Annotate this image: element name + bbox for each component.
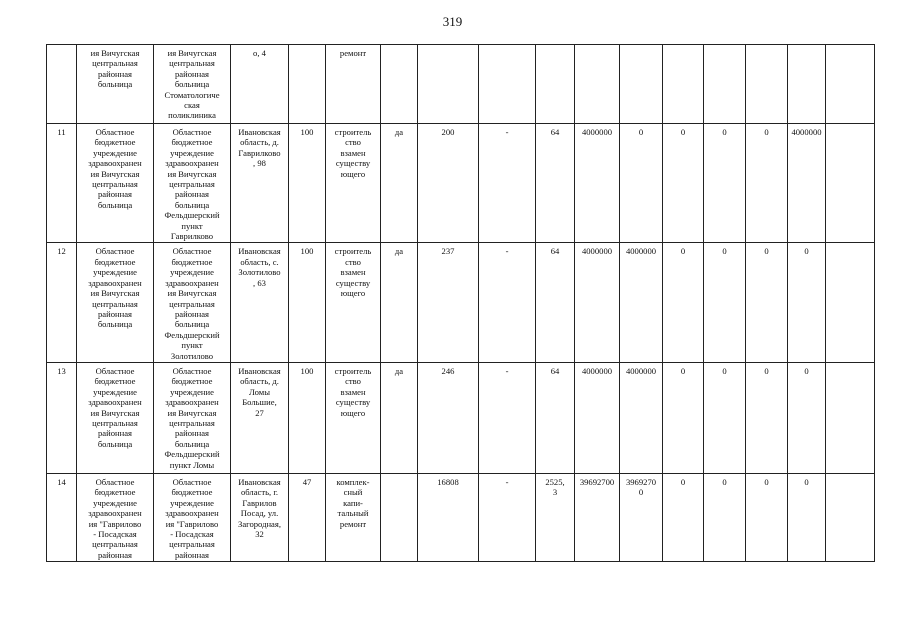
value-cell: 4000000 <box>575 243 620 362</box>
flag-cell <box>381 473 418 561</box>
percent-cell <box>289 45 326 124</box>
value-cell: 0 <box>704 124 746 243</box>
table-row <box>47 362 875 473</box>
page-number: 319 <box>442 14 463 29</box>
address-cell: Ивановская область, д. Гаврилково , 98 <box>231 124 289 243</box>
value-cell: 4000000 <box>788 124 826 243</box>
area-cell: 16808 <box>418 473 479 561</box>
row-number: 11 <box>47 124 77 243</box>
flag-cell: да <box>381 243 418 362</box>
value-cell <box>575 45 620 124</box>
address-cell: Ивановская область, д. Ломы Большие, 27 <box>231 362 289 473</box>
dash-cell: - <box>479 473 536 561</box>
data-table <box>46 44 875 562</box>
facility-cell: ия Вичугская центральная районная больница Стоматологиче ская поликлиника <box>154 45 231 124</box>
value-cell: 64 <box>536 362 575 473</box>
dash-cell: - <box>479 362 536 473</box>
value-cell: 64 <box>536 243 575 362</box>
value-cell: 0 <box>663 124 704 243</box>
row-number: 12 <box>47 243 77 362</box>
flag-cell: да <box>381 124 418 243</box>
value-cell <box>704 45 746 124</box>
value-cell: 0 <box>788 473 826 561</box>
value-cell: 2525, 3 <box>536 473 575 561</box>
value-cell <box>826 45 875 124</box>
value-cell: 0 <box>663 473 704 561</box>
flag-cell: да <box>381 362 418 473</box>
institution-cell: ия Вичугская центральная районная больница <box>77 45 154 124</box>
table-row <box>47 243 875 362</box>
facility-cell: Областное бюджетное учреждение здравоохранен ия Вичугская центральная районная больница Фельдшерский пункт Золотилово <box>154 243 231 362</box>
row-number: 13 <box>47 362 77 473</box>
work-type-cell: ремонт <box>326 45 381 124</box>
value-cell: 64 <box>536 124 575 243</box>
dash-cell: - <box>479 124 536 243</box>
value-cell: 0 <box>788 243 826 362</box>
institution-cell: Областное бюджетное учреждение здравоохранен ия "Гаврилово - Посадская центральная районная <box>77 473 154 561</box>
area-cell: 237 <box>418 243 479 362</box>
value-cell: 0 <box>746 243 788 362</box>
value-cell: 0 <box>663 243 704 362</box>
value-cell: 0 <box>704 473 746 561</box>
value-cell <box>663 45 704 124</box>
facility-cell: Областное бюджетное учреждение здравоохранен ия Вичугская центральная районная больница Фельдшерский пункт Гаврилково <box>154 124 231 243</box>
value-cell: 4000000 <box>620 362 663 473</box>
value-cell: 39692700 <box>575 473 620 561</box>
value-cell: 0 <box>704 362 746 473</box>
value-cell: 0 <box>746 124 788 243</box>
table-row <box>47 45 875 124</box>
flag-cell <box>381 45 418 124</box>
percent-cell: 47 <box>289 473 326 561</box>
table-row <box>47 473 875 561</box>
value-cell <box>826 473 875 561</box>
area-cell <box>418 45 479 124</box>
work-type-cell: строитель ство взамен существу ющего <box>326 362 381 473</box>
value-cell: 0 <box>788 362 826 473</box>
value-cell <box>788 45 826 124</box>
percent-cell: 100 <box>289 124 326 243</box>
value-cell: 4000000 <box>620 243 663 362</box>
row-number <box>47 45 77 124</box>
value-cell <box>620 45 663 124</box>
address-cell: Ивановская область, г. Гаврилов Посад, ул. Загородная, 32 <box>231 473 289 561</box>
value-cell: 0 <box>620 124 663 243</box>
value-cell: 0 <box>746 473 788 561</box>
area-cell: 200 <box>418 124 479 243</box>
value-cell <box>826 124 875 243</box>
value-cell <box>536 45 575 124</box>
value-cell <box>826 362 875 473</box>
dash-cell <box>479 45 536 124</box>
work-type-cell: комплек- сный капи- тальный ремонт <box>326 473 381 561</box>
value-cell <box>826 243 875 362</box>
dash-cell: - <box>479 243 536 362</box>
work-type-cell: строитель ство взамен существу ющего <box>326 243 381 362</box>
percent-cell: 100 <box>289 243 326 362</box>
address-cell: о, 4 <box>231 45 289 124</box>
facility-cell: Областное бюджетное учреждение здравоохранен ия Вичугская центральная районная больница Фельдшерский пункт Ломы <box>154 362 231 473</box>
value-cell: 3969270 0 <box>620 473 663 561</box>
value-cell: 0 <box>663 362 704 473</box>
facility-cell: Областное бюджетное учреждение здравоохранен ия "Гаврилово - Посадская центральная районная <box>154 473 231 561</box>
value-cell: 0 <box>746 362 788 473</box>
value-cell <box>746 45 788 124</box>
table-row <box>47 124 875 243</box>
row-number: 14 <box>47 473 77 561</box>
institution-cell: Областное бюджетное учреждение здравоохранен ия Вичугская центральная районная больница <box>77 362 154 473</box>
value-cell: 4000000 <box>575 124 620 243</box>
percent-cell: 100 <box>289 362 326 473</box>
address-cell: Ивановская область, с. Золотилово , 63 <box>231 243 289 362</box>
institution-cell: Областное бюджетное учреждение здравоохранен ия Вичугская центральная районная больница <box>77 243 154 362</box>
work-type-cell: строитель ство взамен существу ющего <box>326 124 381 243</box>
value-cell: 0 <box>704 243 746 362</box>
value-cell: 4000000 <box>575 362 620 473</box>
institution-cell: Областное бюджетное учреждение здравоохранен ия Вичугская центральная районная больница <box>77 124 154 243</box>
area-cell: 246 <box>418 362 479 473</box>
